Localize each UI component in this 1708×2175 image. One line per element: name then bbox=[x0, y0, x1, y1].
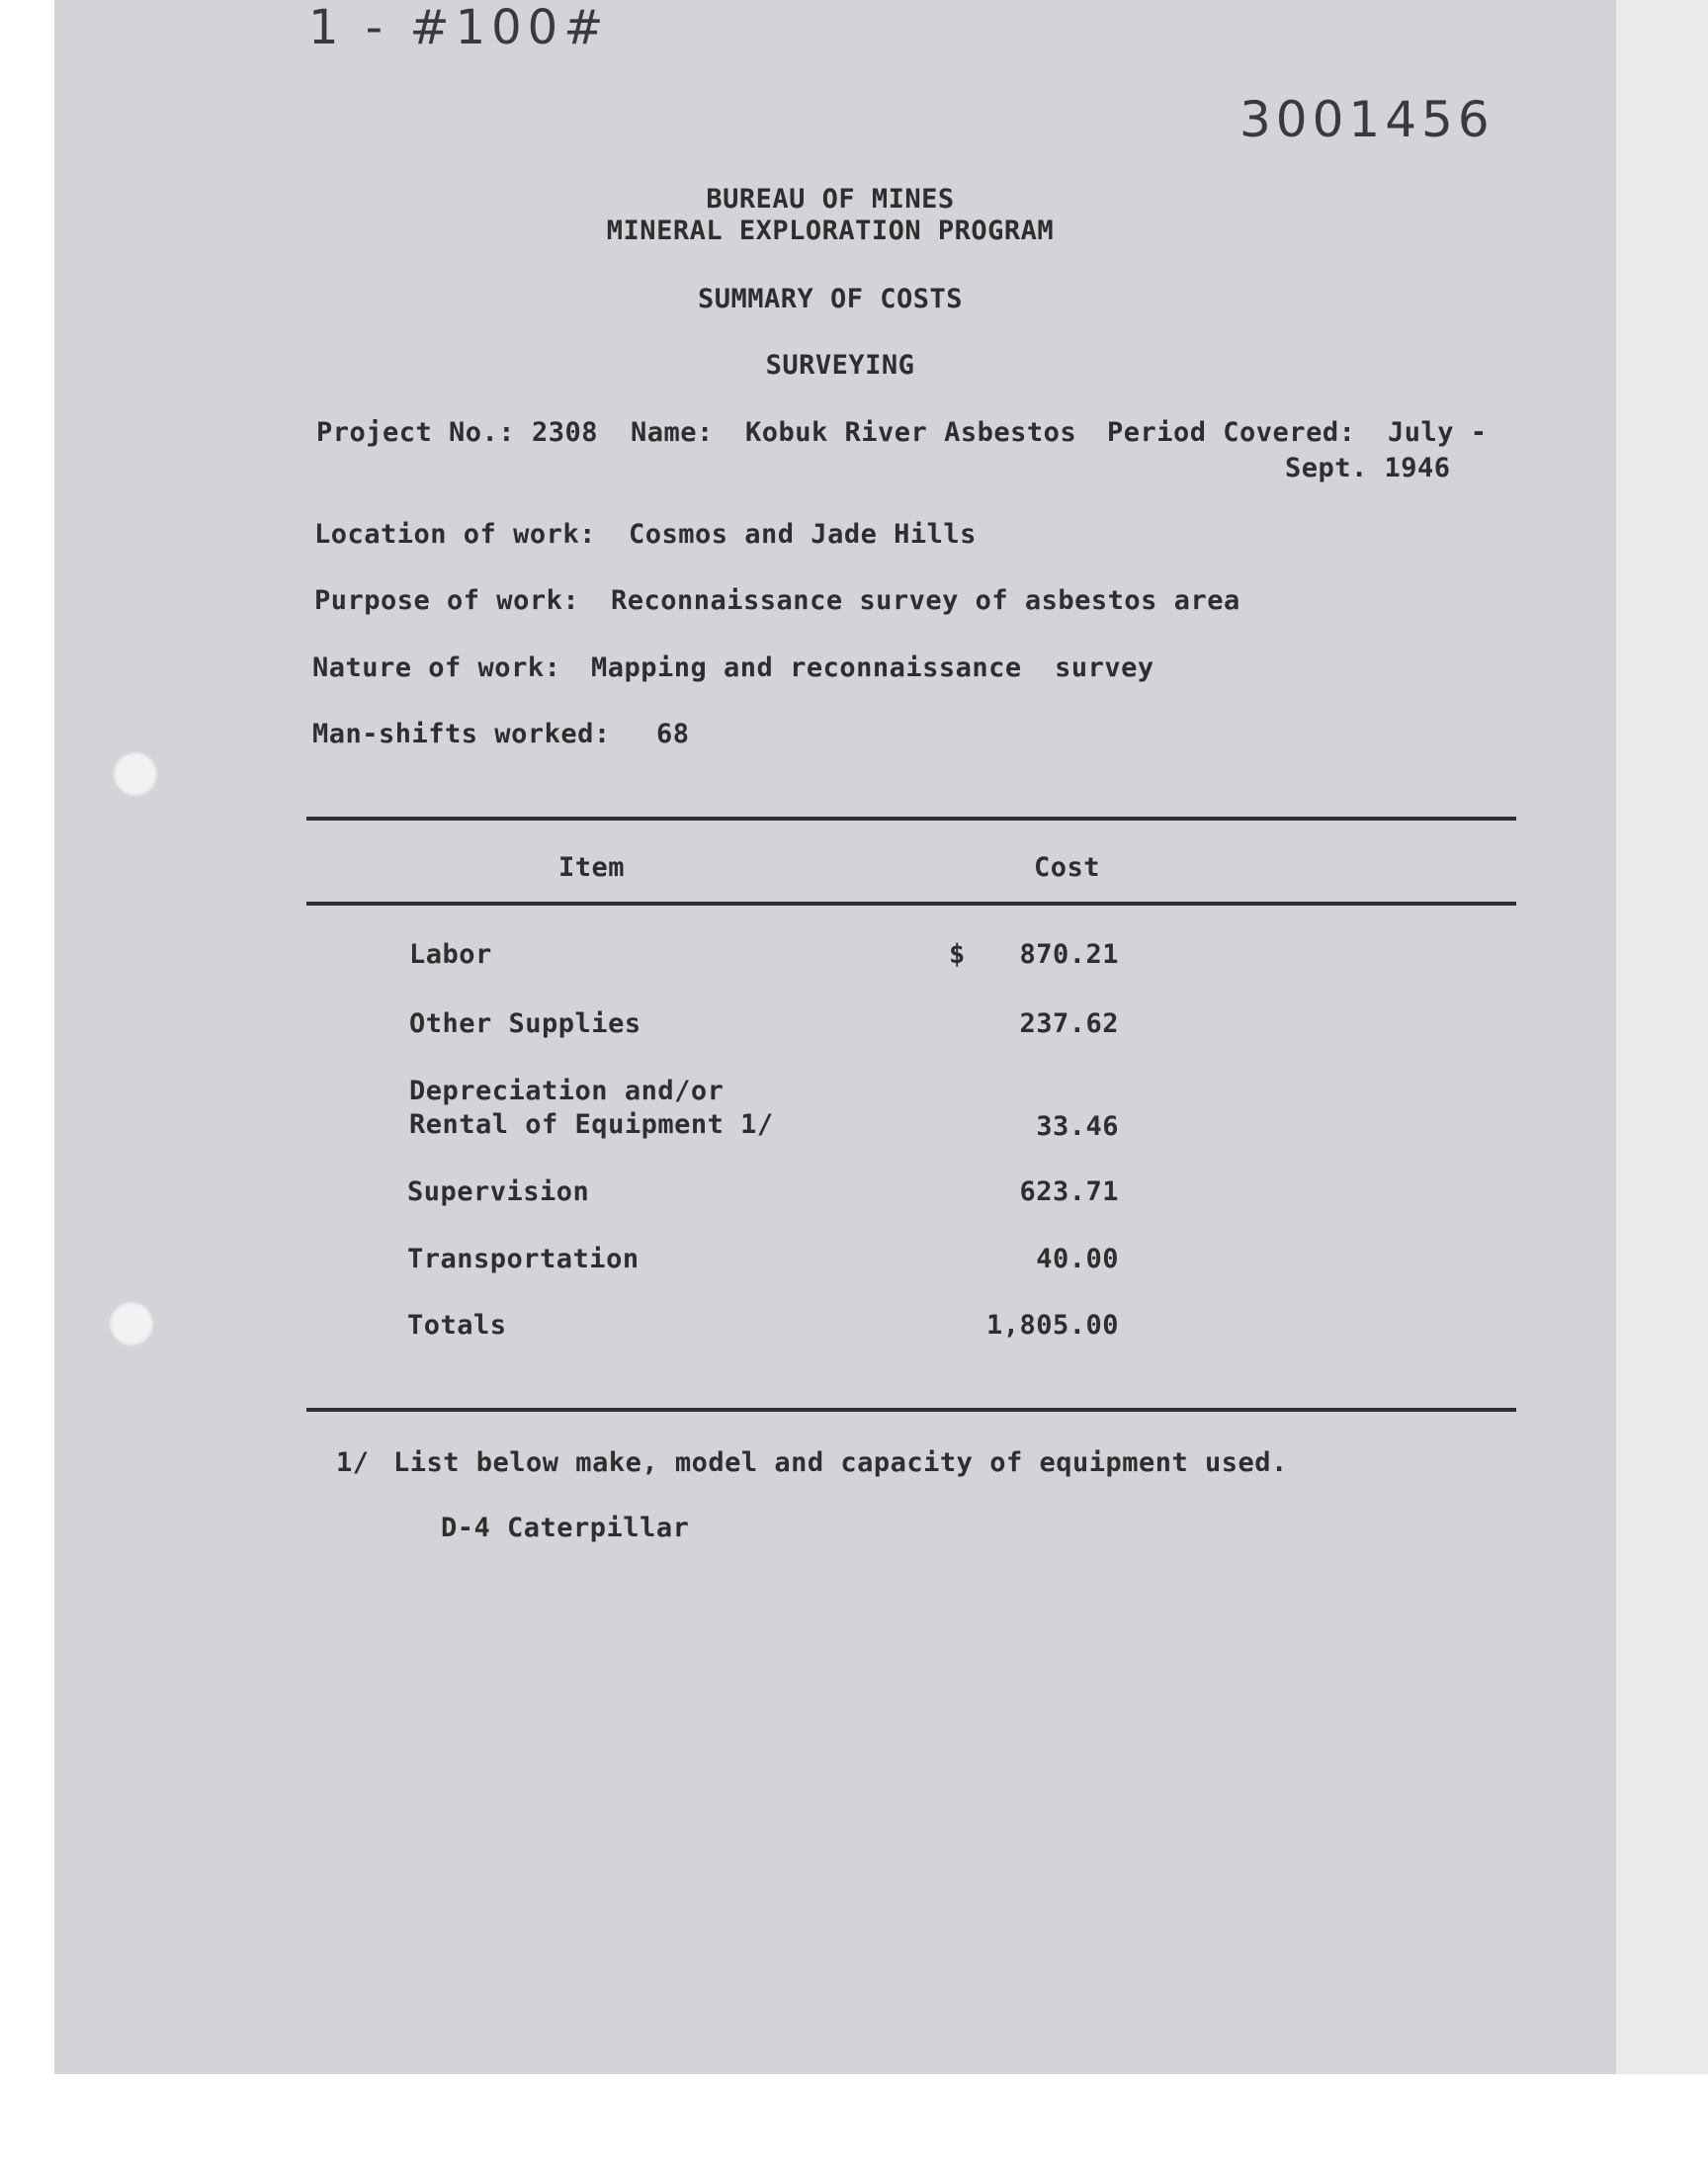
cost-item-label: Transportation bbox=[407, 1244, 640, 1274]
project-number: 2308 bbox=[532, 417, 599, 448]
cost-value: 623.71 bbox=[1019, 1176, 1119, 1207]
cost-value: 40.00 bbox=[1036, 1244, 1119, 1274]
table-bottom-rule bbox=[306, 1408, 1516, 1412]
handwritten-file-number: 1 - #100# bbox=[308, 0, 610, 55]
table-top-rule bbox=[306, 817, 1516, 821]
project-number-label: Project No.: bbox=[316, 417, 516, 448]
equipment-entry: D-4 Caterpillar bbox=[441, 1513, 690, 1543]
agency-name: BUREAU OF MINES bbox=[706, 184, 955, 215]
cost-item-label-line2: Rental of Equipment 1/ bbox=[409, 1109, 774, 1140]
stamped-document-number: 3001456 bbox=[1239, 91, 1494, 148]
manshifts-value: 68 bbox=[656, 719, 690, 749]
purpose-label: Purpose of work: bbox=[314, 585, 580, 616]
cost-value: 237.62 bbox=[1019, 1008, 1119, 1039]
document-subtitle: SURVEYING bbox=[765, 350, 915, 381]
scan-edge bbox=[1616, 0, 1708, 2074]
punch-hole-bottom bbox=[109, 1301, 154, 1347]
currency-symbol: $ bbox=[949, 939, 966, 970]
location-label: Location of work: bbox=[314, 519, 596, 550]
footnote-text: List below make, model and capacity of equipment used. bbox=[393, 1447, 1288, 1478]
column-header-item: Item bbox=[558, 852, 626, 883]
period-end: Sept. 1946 bbox=[1285, 453, 1451, 483]
punch-hole-top bbox=[113, 751, 158, 797]
totals-label: Totals bbox=[407, 1310, 507, 1341]
period-label: Period Covered: bbox=[1107, 417, 1356, 448]
totals-value: 1,805.00 bbox=[985, 1310, 1119, 1341]
cost-item-label: Supervision bbox=[407, 1176, 590, 1207]
nature-value: Mapping and reconnaissance survey bbox=[591, 652, 1154, 683]
cost-value: 870.21 bbox=[1019, 939, 1119, 970]
table-header-rule bbox=[306, 902, 1516, 906]
document-title: SUMMARY OF COSTS bbox=[697, 284, 964, 314]
column-header-cost: Cost bbox=[1034, 852, 1101, 883]
location-value: Cosmos and Jade Hills bbox=[629, 519, 977, 550]
manshifts-label: Man-shifts worked: bbox=[312, 719, 611, 749]
nature-label: Nature of work: bbox=[312, 652, 561, 683]
cost-value: 33.46 bbox=[1036, 1111, 1119, 1142]
period-start: July - bbox=[1388, 417, 1488, 448]
project-name-label: Name: bbox=[631, 417, 714, 448]
cost-item-label: Other Supplies bbox=[409, 1008, 641, 1039]
cost-item-label: Labor bbox=[409, 939, 492, 970]
footnote-marker: 1/ bbox=[336, 1447, 370, 1478]
project-name: Kobuk River Asbestos bbox=[745, 417, 1077, 448]
program-name: MINERAL EXPLORATION PROGRAM bbox=[606, 216, 1055, 246]
purpose-value: Reconnaissance survey of asbestos area bbox=[611, 585, 1240, 616]
cost-item-label: Depreciation and/or bbox=[409, 1076, 725, 1106]
